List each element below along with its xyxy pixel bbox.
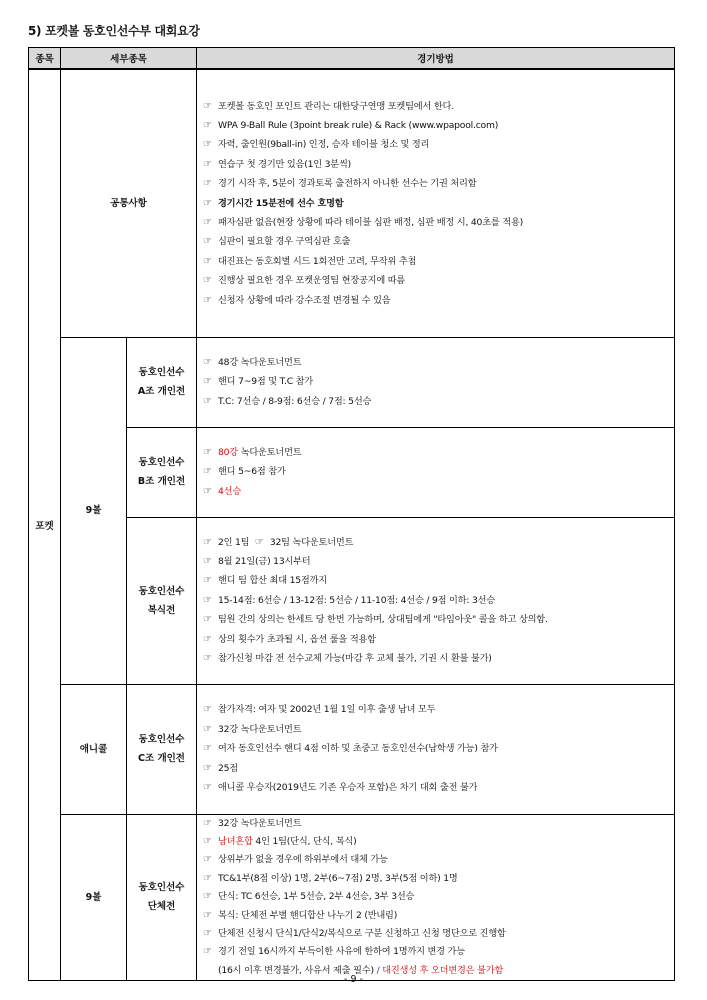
- pointing-hand-icon: ☞: [203, 614, 212, 626]
- method-line: ☞ 핸디 7~9점 및 T.C 참가: [203, 372, 674, 391]
- pointing-hand-icon: ☞: [203, 139, 212, 151]
- pointing-hand-icon: ☞: [203, 236, 212, 248]
- pointing-hand-icon: ☞: [203, 255, 212, 267]
- pointing-hand-icon: ☞: [203, 653, 212, 665]
- pointing-hand-icon: ☞: [203, 485, 212, 497]
- method-line: ☞ 여자 동호인선수 핸디 4점 이하 및 초중고 동호인선수(남학생 가능) 참가: [203, 739, 674, 758]
- method-line: ☞ 남녀혼합 4인 1팀(단식, 단식, 복식): [203, 833, 674, 851]
- pointing-hand-icon: ☞: [203, 762, 212, 774]
- pointing-hand-icon: ☞: [203, 575, 212, 587]
- common-method: [197, 69, 675, 337]
- method-line: ☞ 연습구 첫 경기만 있음(1인 3분씩): [203, 155, 674, 174]
- rules-table: [28, 47, 675, 981]
- team-method: [197, 814, 675, 981]
- event-cell: 포켓: [29, 69, 61, 981]
- pointing-hand-icon: ☞: [203, 376, 212, 388]
- row-common: [29, 69, 675, 337]
- group-a-method: [197, 337, 675, 427]
- pointing-hand-icon: ☞: [203, 100, 212, 112]
- pointing-hand-icon: ☞: [203, 723, 212, 735]
- pointing-hand-icon: ☞: [203, 294, 212, 306]
- header-method: 경기방법: [197, 48, 675, 70]
- method-line: ☞ 32강 녹다운토너먼트: [203, 720, 674, 739]
- group-b-label: 동호인선수 B조 개인전: [127, 427, 197, 517]
- pointing-hand-icon: ☞: [203, 782, 212, 794]
- pointing-hand-icon: ☞: [203, 872, 212, 884]
- pointing-hand-icon: ☞: [254, 536, 264, 548]
- method-line: ☞ 상의 횟수가 초과될 시, 옵션 룰을 적용함: [203, 630, 674, 649]
- method-line: ☞ 상위부가 없을 경우에 하위부에서 대체 가능: [203, 851, 674, 869]
- method-line: ☞ 48강 녹다운토너먼트: [203, 353, 674, 372]
- anycall-group-label: 동호인선수 C조 개인전: [127, 684, 197, 814]
- pointing-hand-icon: ☞: [203, 395, 212, 407]
- pointing-hand-icon: ☞: [203, 835, 212, 847]
- row-team: [29, 814, 675, 981]
- method-line: ☞ 핸디 팀 합산 최대 15점까지: [203, 571, 674, 590]
- pointing-hand-icon: ☞: [203, 197, 212, 209]
- method-line: ☞ 참가신청 마감 전 선수교체 가능(마감 후 교체 불가, 기권 시 환불 불가): [203, 649, 674, 668]
- pointing-hand-icon: ☞: [203, 275, 212, 287]
- pointing-hand-icon: ☞: [203, 704, 212, 716]
- method-line: ☞ 핸디 5~6점 참가: [203, 462, 674, 481]
- header-event: 종목: [29, 48, 61, 70]
- pointing-hand-icon: ☞: [203, 633, 212, 645]
- header-row: [29, 48, 675, 70]
- group-9ball-label: 9볼: [61, 337, 127, 684]
- pointing-hand-icon: ☞: [203, 158, 212, 170]
- method-line: ☞ 경기 전일 16시까지 부득이한 사유에 한하여 1명까지 변경 가능: [203, 943, 674, 961]
- group-a-label: 동호인선수 A조 개인전: [127, 337, 197, 427]
- anycall-method: [197, 684, 675, 814]
- pointing-hand-icon: ☞: [203, 119, 212, 131]
- method-line: ☞ 팀원 간의 상의는 한세트 당 한번 가능하며, 상대팀에게 "타임아웃" 콜을 하고 상의함.: [203, 610, 674, 629]
- header-detail: 세부종목: [61, 48, 197, 70]
- method-line: ☞ 경기시간 15분전에 선수 호명함: [203, 194, 674, 213]
- pointing-hand-icon: ☞: [203, 927, 212, 939]
- pointing-hand-icon: ☞: [203, 946, 212, 958]
- method-line: ☞ 대진표는 동호회별 시드 1회전만 고려, 무작위 추첨: [203, 252, 674, 271]
- pointing-hand-icon: ☞: [203, 555, 212, 567]
- pointing-hand-icon: ☞: [203, 854, 212, 866]
- method-line: ☞ 15-14점: 6선승 / 13-12점: 5선승 / 11-10점: 4선승 / 9점 이하: 3선승: [203, 591, 674, 610]
- doubles-label: 동호인선수 복식전: [127, 517, 197, 684]
- method-line: ☞ 25점: [203, 759, 674, 778]
- method-line: ☞ 8월 21일(금) 13시부터: [203, 552, 674, 571]
- method-line: ☞ 경기 시작 후, 5분이 경과토록 출전하지 아니한 선수는 기권 처리함: [203, 174, 674, 193]
- method-line: ☞ 심판이 필요할 경우 구역심판 호출: [203, 232, 674, 251]
- method-line: ☞ 자력, 출인원(9ball-in) 인정, 승자 테이블 청소 및 정리: [203, 135, 674, 154]
- pointing-hand-icon: ☞: [203, 536, 212, 548]
- method-line: ☞ 단체전 신청시 단식1/단식2/복식으로 구분 신청하고 신청 명단으로 진행함: [203, 925, 674, 943]
- pointing-hand-icon: ☞: [203, 466, 212, 478]
- method-line: ☞ 신청자 상황에 따라 강수조절 변경될 수 있음: [203, 291, 674, 310]
- pointing-hand-icon: ☞: [203, 909, 212, 921]
- pointing-hand-icon: ☞: [203, 178, 212, 190]
- pointing-hand-icon: ☞: [203, 356, 212, 368]
- pointing-hand-icon: ☞: [203, 216, 212, 228]
- method-line: ☞ 패자심판 없음(현장 상황에 따라 테이블 심판 배정, 심판 배정 시, 40초를 적용): [203, 213, 674, 232]
- team-9ball-label: 9볼: [61, 814, 127, 981]
- method-line: ☞ 애니콜 우승자(2019년도 기존 우승자 포함)은 차기 대회 출전 불가: [203, 778, 674, 797]
- page-number: - 9 -: [344, 974, 363, 985]
- method-line: ☞ 참가자격: 여자 및 2002년 1월 1일 이후 출생 남녀 모두: [203, 700, 674, 719]
- method-line: ☞ T.C: 7선승 / 8-9점: 6선승 / 7점: 5선승: [203, 392, 674, 411]
- method-line: ☞ 복식: 단체전 부별 핸디합산 나누기 2 (반내림): [203, 907, 674, 925]
- common-label: 공통사항: [61, 69, 197, 337]
- section-heading: 5) 포켓볼 동호인선수부 대회요강: [28, 24, 200, 38]
- row-anycall: [29, 684, 675, 814]
- pointing-hand-icon: ☞: [203, 891, 212, 903]
- group-b-method: [197, 427, 675, 517]
- method-line: ☞ 4선승: [203, 482, 674, 501]
- method-line: ☞ 포켓볼 동호인 포인트 관리는 대한당구연맹 포켓팀에서 한다.: [203, 97, 674, 116]
- pointing-hand-icon: ☞: [203, 743, 212, 755]
- method-line: ☞ 2인 1팀 ☞ 32팀 녹다운토너먼트: [203, 533, 674, 552]
- doubles-method: [197, 517, 675, 684]
- pointing-hand-icon: ☞: [203, 594, 212, 606]
- team-group-label: 동호인선수 단체전: [127, 814, 197, 981]
- method-line: ☞ WPA 9-Ball Rule (3point break rule) & Rack (www.wpapool.com): [203, 116, 674, 135]
- pointing-hand-icon: ☞: [203, 817, 212, 829]
- method-line: ☞ 80강 녹다운토너먼트: [203, 443, 674, 462]
- method-line: ☞ 진행상 필요한 경우 포켓운영팀 현장공지에 따름: [203, 271, 674, 290]
- method-line: (16시 이후 변경불가, 사유서 제출 필수) / 대진생성 후 오더변경은 불가함: [218, 964, 504, 976]
- pointing-hand-icon: ☞: [203, 446, 212, 458]
- method-line: ☞ 32강 녹다운토너먼트: [203, 815, 674, 833]
- method-line: ☞ TC&1부(8점 이상) 1명, 2부(6~7점) 2명, 3부(5점 이하) 1명: [203, 870, 674, 888]
- row-group-a: [29, 337, 675, 427]
- anycall-label: 애니콜: [61, 684, 127, 814]
- method-line: ☞ 단식: TC 6선승, 1부 5선승, 2부 4선승, 3부 3선승: [203, 888, 674, 906]
